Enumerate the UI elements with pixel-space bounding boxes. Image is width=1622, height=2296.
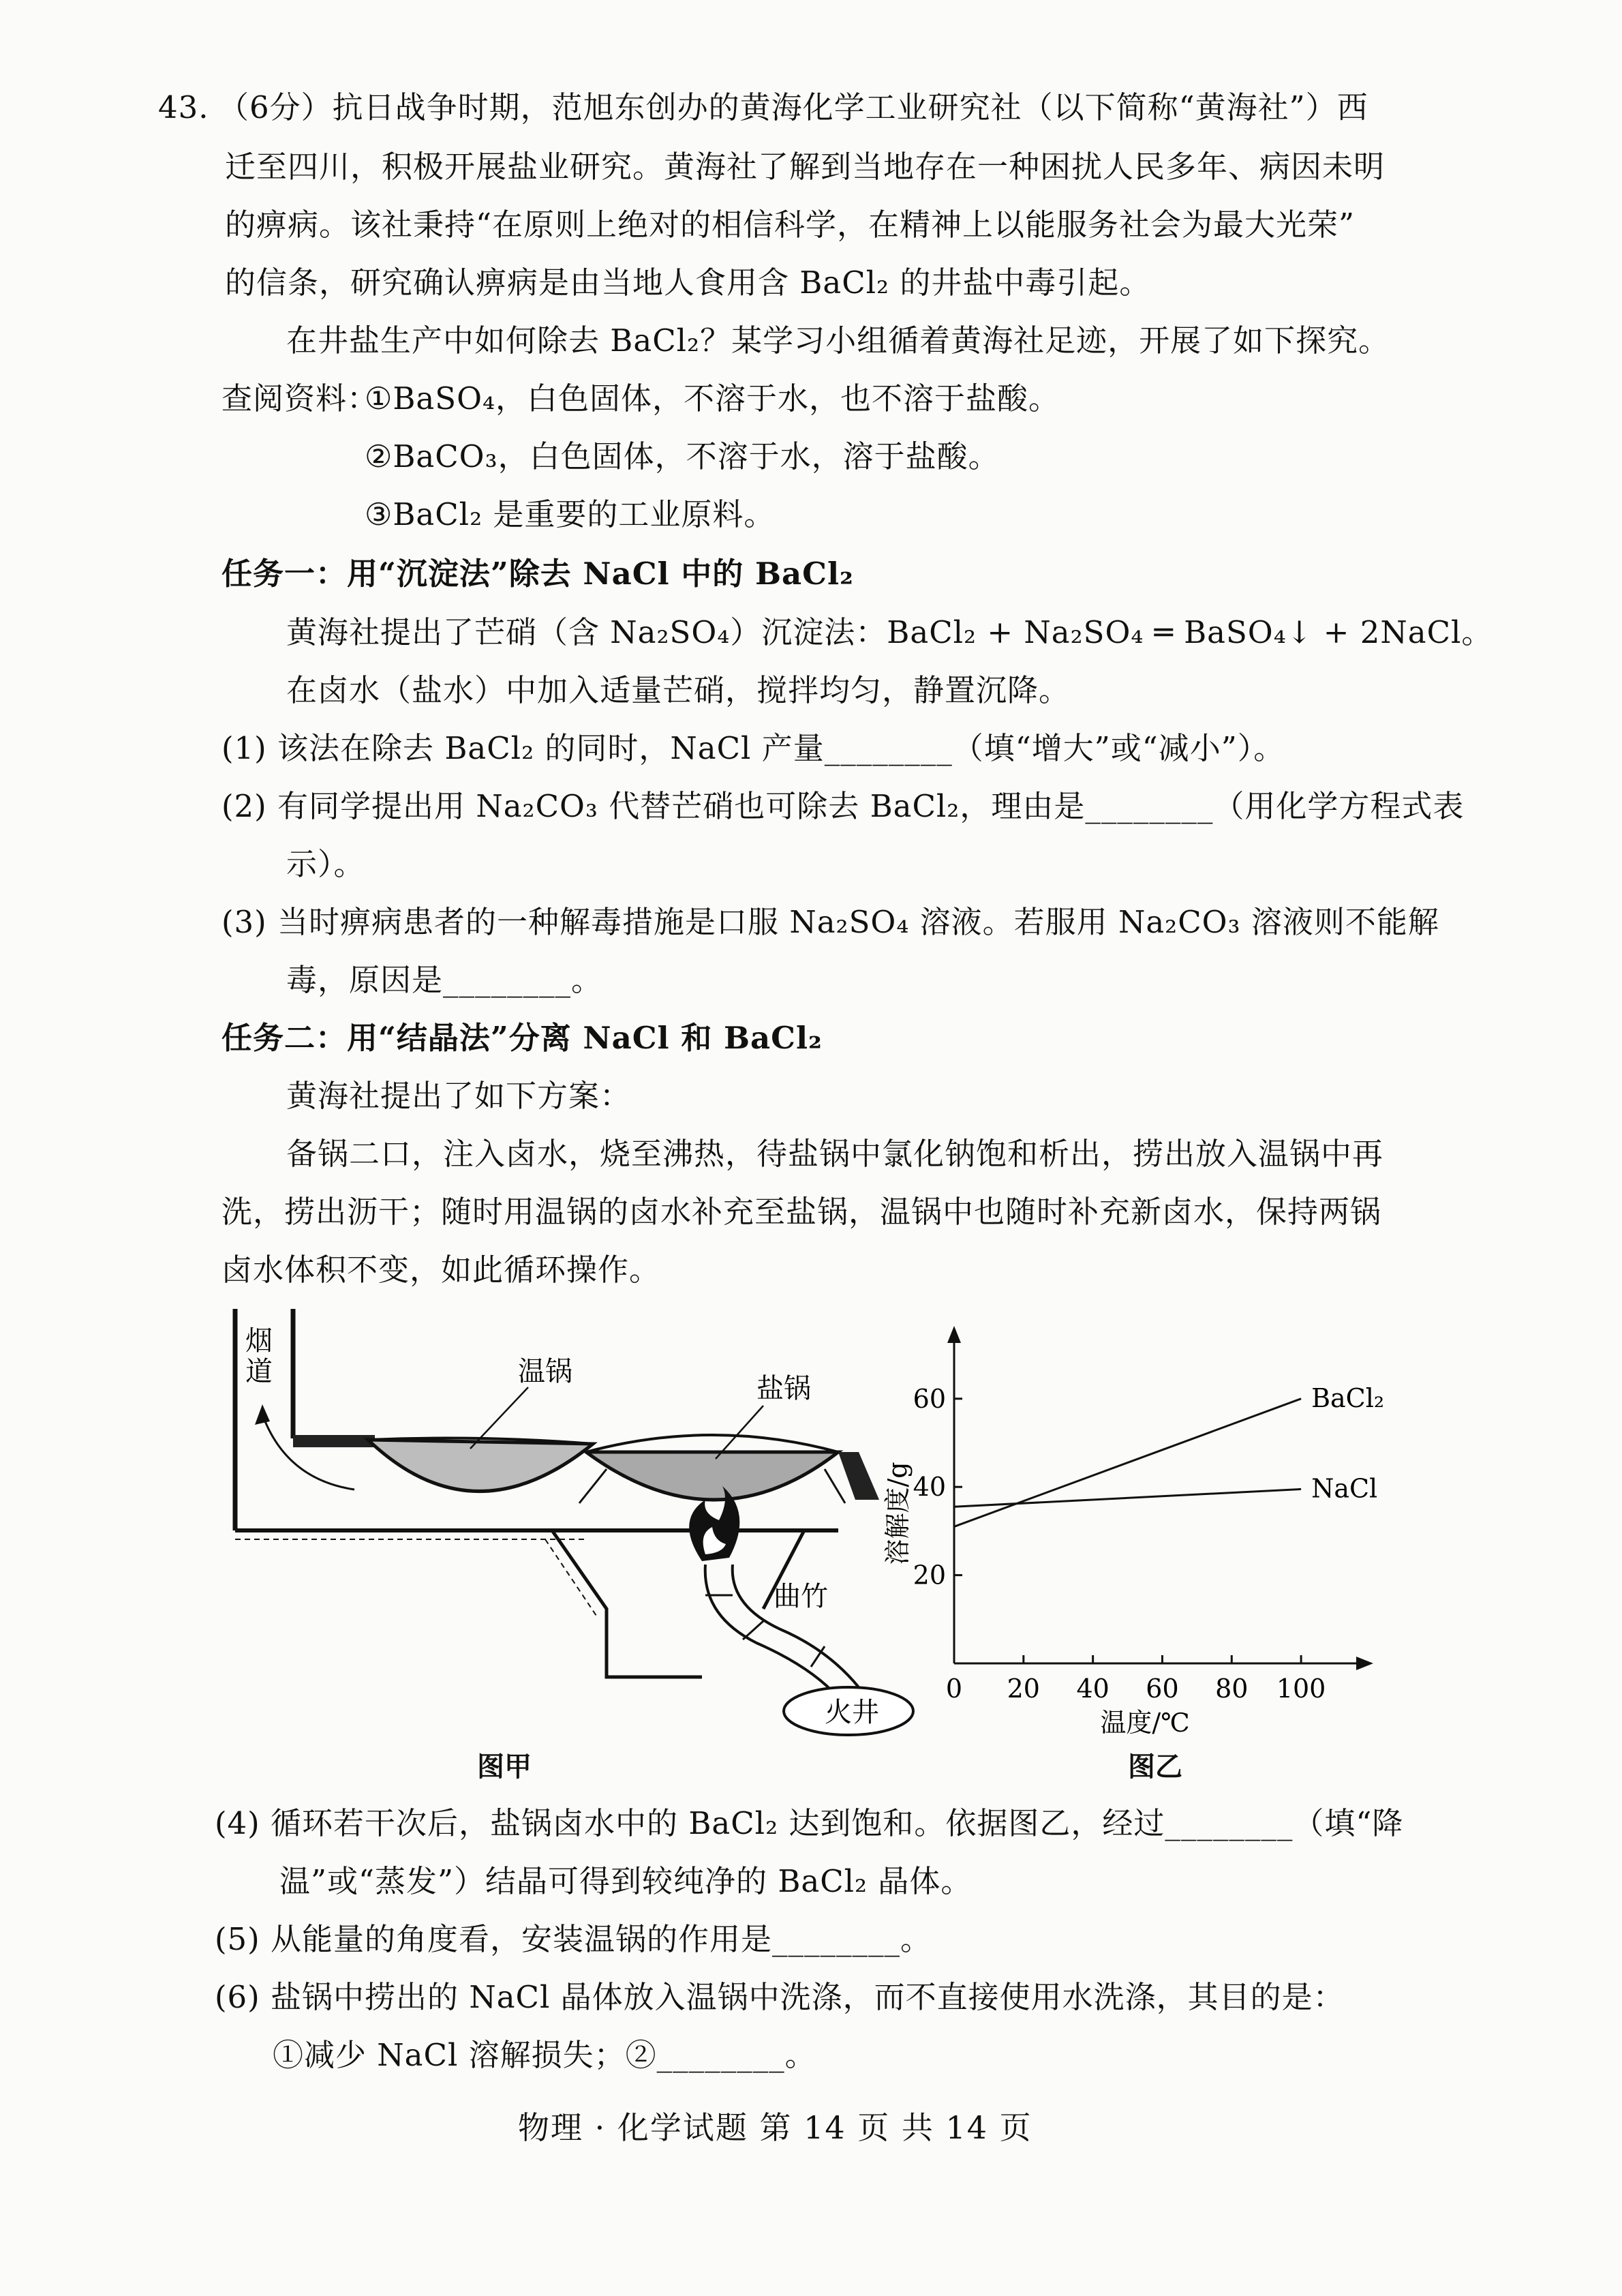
- chart-ticks: [913, 1384, 1326, 1704]
- reference-1: ①BaSO₄，白色固体，不溶于水，也不溶于盐酸。: [365, 380, 1060, 417]
- figure-jia-diagram: [225, 1295, 879, 1738]
- warm-pot: [368, 1440, 593, 1492]
- y-tick-label: 60: [913, 1383, 946, 1414]
- intro-line-2: 迁至四川，积极开展盐业研究。黄海社了解到当地存在一种困扰人民多年、病因未明: [225, 149, 1386, 185]
- task1-line-1: 黄海社提出了芒硝（含 Na₂SO₄）沉淀法：BaCl₂ + Na₂SO₄ ═ BaSO₄↓ + 2NaCl。: [286, 614, 1493, 650]
- y-axis-label: 溶解度/g: [883, 1462, 913, 1565]
- warm-pot-label: 温锅: [518, 1356, 572, 1387]
- q2-line-2: 示）。: [286, 846, 365, 882]
- x-tick-label: 40: [1076, 1674, 1110, 1704]
- chimney-label-2: 道: [245, 1356, 273, 1387]
- q4-line-2: 温”或“蒸发”）结晶可得到较纯净的 BaCl₂ 晶体。: [279, 1863, 973, 1899]
- figure-jia-caption: 图甲: [477, 1751, 532, 1783]
- series-label: NaCl: [1311, 1473, 1378, 1504]
- question-number: 43.: [158, 89, 209, 125]
- x-axis-arrow-icon: [1356, 1657, 1373, 1670]
- q5-text: (5) 从能量的角度看，安装温锅的作用是________。: [215, 1921, 932, 1957]
- chart-series: [954, 1399, 1301, 1527]
- y-tick-label: 20: [913, 1560, 946, 1590]
- arrow-head-icon: [255, 1404, 270, 1425]
- task2-line-2: 洗，捞出沥干；随时用温锅的卤水补充至盐锅，温锅中也随时补充新卤水，保持两锅: [221, 1194, 1382, 1230]
- q6-line-2: ①减少 NaCl 溶解损失；②________。: [273, 2037, 816, 2073]
- task2-lead: 黄海社提出了如下方案：: [286, 1078, 632, 1114]
- x-tick-label: 0: [945, 1674, 963, 1704]
- intro-line-3: 的痹病。该社秉持“在原则上绝对的相信科学，在精神上以能服务社会为最大光荣”: [225, 207, 1356, 243]
- x-tick-label: 100: [1276, 1674, 1326, 1704]
- smoke-arrow-icon: [262, 1415, 354, 1490]
- q6-line-1: (6) 盐锅中捞出的 NaCl 晶体放入温锅中洗涤，而不直接使用水洗涤，其目的是：: [215, 1979, 1345, 2015]
- chart-axes: [947, 1326, 1373, 1670]
- reference-3: ③BaCl₂ 是重要的工业原料。: [365, 496, 776, 532]
- figure-yi-chart: [883, 1323, 1385, 1738]
- series-line: [954, 1489, 1301, 1507]
- q3-line-1: (3) 当时痹病患者的一种解毒措施是口服 Na₂SO₄ 溶液。若服用 Na₂CO₃ 溶液则不能解: [221, 904, 1439, 940]
- y-axis-arrow-icon: [947, 1326, 961, 1343]
- y-tick-label: 40: [913, 1472, 946, 1502]
- x-tick-label: 20: [1007, 1674, 1040, 1704]
- x-tick-label: 60: [1146, 1674, 1179, 1704]
- bamboo-label: 曲竹: [774, 1581, 828, 1612]
- chimney-label-1: 烟: [245, 1325, 273, 1357]
- figure-yi-caption: 图乙: [1128, 1751, 1182, 1783]
- task1-title: 任务一：用“沉淀法”除去 NaCl 中的 BaCl₂: [221, 556, 854, 592]
- salt-pot: [586, 1452, 838, 1500]
- q3-line-2: 毒，原因是________。: [286, 962, 603, 998]
- furnace-slab: [293, 1435, 375, 1447]
- prompt-line: 在井盐生产中如何除去 BaCl₂？某学习小组循着黄海社足迹，开展了如下探究。: [286, 322, 1390, 359]
- q4-line-1: (4) 循环若干次后，盐锅卤水中的 BaCl₂ 达到饱和。依据图乙，经过________（填“降: [215, 1805, 1404, 1841]
- page-footer: 物理 · 化学试题 第 14 页 共 14 页: [518, 2109, 1032, 2146]
- salt-pot-label: 盐锅: [756, 1373, 811, 1404]
- q1-text: (1) 该法在除去 BaCl₂ 的同时，NaCl 产量________（填“增大”或“减小”）。: [221, 730, 1285, 766]
- x-tick-label: 80: [1215, 1674, 1249, 1704]
- intro-line-1: （6分）抗日战争时期，范旭东创办的黄海化学工业研究社（以下简称“黄海社”）西: [218, 89, 1368, 125]
- task2-line-1: 备锅二口，注入卤水，烧至沸热，待盐锅中氯化钠饱和析出，捞出放入温锅中再: [286, 1136, 1384, 1172]
- series-line: [954, 1399, 1301, 1527]
- task2-title: 任务二：用“结晶法”分离 NaCl 和 BaCl₂: [221, 1020, 823, 1056]
- intro-line-4: 的信条，研究确认痹病是由当地人食用含 BaCl₂ 的井盐中毒引起。: [225, 265, 1151, 301]
- task1-line-2: 在卤水（盐水）中加入适量芒硝，搅拌均匀，静置沉降。: [286, 672, 1071, 708]
- x-axis-label: 温度/℃: [1100, 1708, 1190, 1738]
- fire-well-label: 火井: [825, 1697, 879, 1728]
- references-label: 查阅资料：: [221, 380, 379, 417]
- series-label: BaCl₂: [1311, 1383, 1385, 1413]
- task2-line-3: 卤水体积不变，如此循环操作。: [221, 1252, 661, 1288]
- reference-2: ②BaCO₃，白色固体，不溶于水，溶于盐酸。: [365, 438, 1000, 474]
- q2-line-1: (2) 有同学提出用 Na₂CO₃ 代替芒硝也可除去 BaCl₂，理由是________（用化学方程式表: [221, 788, 1465, 824]
